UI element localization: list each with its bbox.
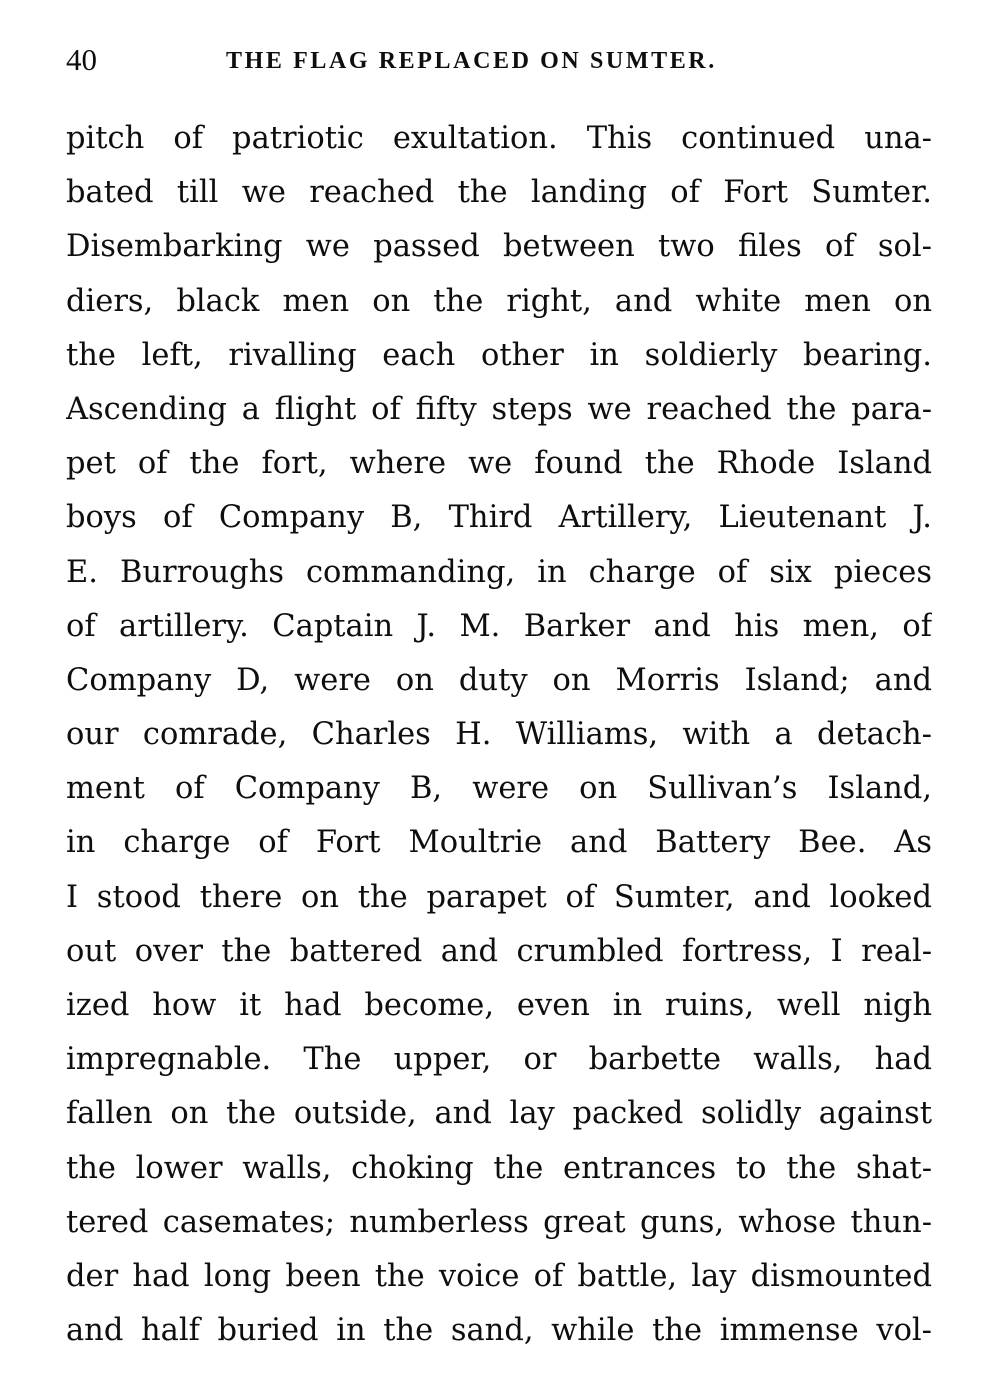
text-line: bated till we reached the landing of Fort Sumter.: [66, 175, 932, 211]
text-line: E. Burroughs commanding, in charge of six pieces: [66, 554, 932, 590]
running-title: THE FLAG REPLACED ON SUMTER.: [226, 48, 717, 74]
text-line: fallen on the outside, and lay packed solidly against: [66, 1096, 932, 1132]
text-line: pet of the fort, where we found the Rhode Island: [66, 446, 932, 482]
text-line: and half buried in the sand, while the immense vol-: [66, 1313, 932, 1349]
text-line: out over the battered and crumbled fortress, I real-: [66, 933, 932, 969]
text-line: boys of Company B, Third Artillery, Lieutenant J.: [66, 500, 932, 536]
text-line: the lower walls, choking the entrances to the shat-: [66, 1150, 932, 1186]
text-line: tered casemates; numberless great guns, whose thun-: [66, 1204, 932, 1240]
running-header: [66, 40, 932, 80]
text-line: of artillery. Captain J. M. Barker and his men, of: [66, 608, 932, 644]
page-number: 40: [66, 42, 97, 77]
text-line: der had long been the voice of battle, lay dismounted: [66, 1258, 932, 1294]
text-line: our comrade, Charles H. Williams, with a detach-: [66, 717, 932, 753]
text-line: I stood there on the parapet of Sumter, and looked: [66, 879, 932, 915]
text-line: Ascending a flight of fifty steps we reached the para-: [66, 391, 932, 427]
text-line: Disembarking we passed between two files of sol-: [66, 229, 932, 265]
body-text: [66, 112, 932, 1358]
text-line: diers, black men on the right, and white men on: [66, 283, 932, 319]
text-line: in charge of Fort Moultrie and Battery Bee. As: [66, 825, 932, 861]
text-line: impregnable. The upper, or barbette walls, had: [66, 1042, 932, 1078]
text-line: pitch of patriotic exultation. This continued una-: [66, 121, 932, 156]
text-line: ized how it had become, even in ruins, well nigh: [66, 988, 932, 1023]
text-line: ment of Company B, were on Sullivan’s Island,: [66, 771, 932, 807]
text-line: the left, rivalling each other in soldierly bearing.: [66, 337, 932, 373]
text-line: Company D, were on duty on Morris Island; and: [66, 662, 932, 698]
